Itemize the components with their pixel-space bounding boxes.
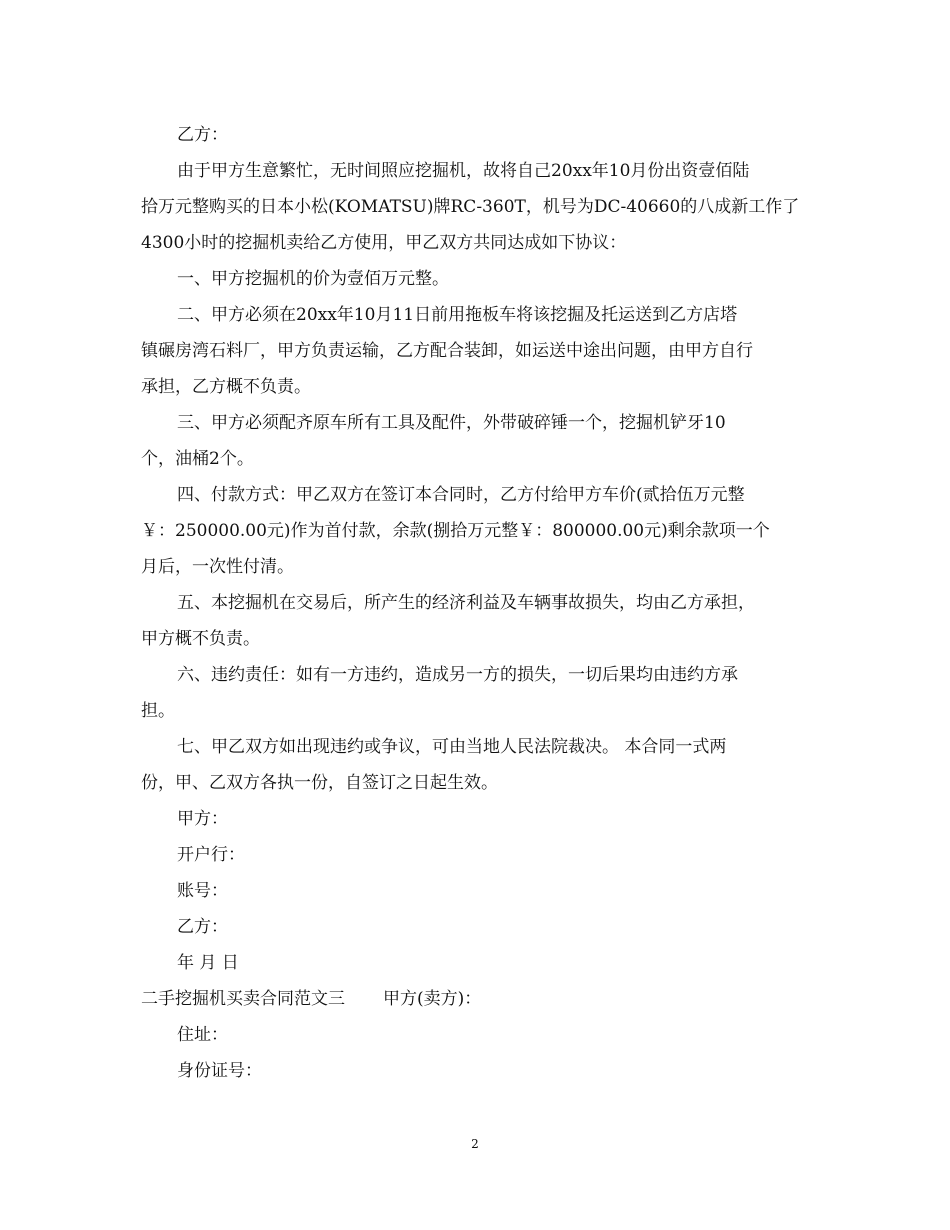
clause-line: 一、甲方挖掘机的价为壹佰万元整。 [177, 269, 449, 289]
clause-line: 甲方概不负责。 [141, 629, 260, 649]
clause-line: 镇碾房湾石料厂，甲方负责运输，乙方配合装卸，如运送中途出问题，由甲方自行 [141, 341, 753, 361]
page-number: 2 [471, 1137, 479, 1151]
id-number-field: 身份证号： [177, 1061, 262, 1081]
clause-line: 份，甲、乙双方各执一份，自签订之日起生效。 [141, 773, 498, 793]
clause-line: 三、甲方必须配齐原车所有工具及配件，外带破碎锤一个，挖掘机铲牙10 [177, 413, 726, 433]
clause-line: 五、本挖掘机在交易后，所产生的经济利益及车辆事故损失，均由乙方承担， [177, 593, 755, 613]
clause-line: 担。 [141, 701, 175, 721]
paragraph-line: 由于甲方生意繁忙，无时间照应挖掘机，故将自己20xx年10月份出资壹佰陆 [177, 161, 750, 181]
address-field: 住址： [177, 1025, 228, 1045]
clause-line: 二、甲方必须在20xx年10月11日前用拖板车将该挖掘及托运送到乙方店塔 [177, 305, 738, 325]
clause-line: ￥：250000.00元)作为首付款，余款(捌拾万元整￥：800000.00元)剩余款项一个 [141, 521, 770, 541]
clause-line: 月后，一次性付清。 [141, 557, 294, 577]
clause-line: 个，油桶2个。 [141, 449, 254, 469]
signature-field-party-b: 乙方： [177, 917, 228, 937]
clause-line: 六、违约责任：如有一方违约，造成另一方的损失，一切后果均由违约方承 [177, 665, 738, 685]
clause-line: 四、付款方式：甲乙双方在签订本合同时，乙方付给甲方车价(贰拾伍万元整 [177, 485, 745, 505]
section-heading-line [141, 981, 821, 1017]
paragraph-line: 4300小时的挖掘机卖给乙方使用，甲乙双方共同达成如下协议： [141, 233, 627, 253]
clause-line: 承担，乙方概不负责。 [141, 377, 311, 397]
signature-field-account: 账号： [177, 881, 228, 901]
signature-field-bank: 开户行： [177, 845, 245, 865]
clause-line: 七、甲乙双方如出现违约或争议，可由当地人民法院裁决。 本合同一式两 [177, 737, 727, 757]
seller-label: 甲方(卖方)： [383, 989, 482, 1009]
signature-date: 年 月 日 [177, 953, 239, 973]
document-body [141, 117, 821, 1089]
signature-field-party-a: 甲方： [177, 809, 228, 829]
paragraph-line: 乙方： [177, 125, 228, 145]
paragraph-line: 拾万元整购买的日本小松(KOMATSU)牌RC-360T，机号为DC-40660的八成新工作了 [141, 197, 800, 217]
section-title: 二手挖掘机买卖合同范文三 [141, 989, 345, 1009]
